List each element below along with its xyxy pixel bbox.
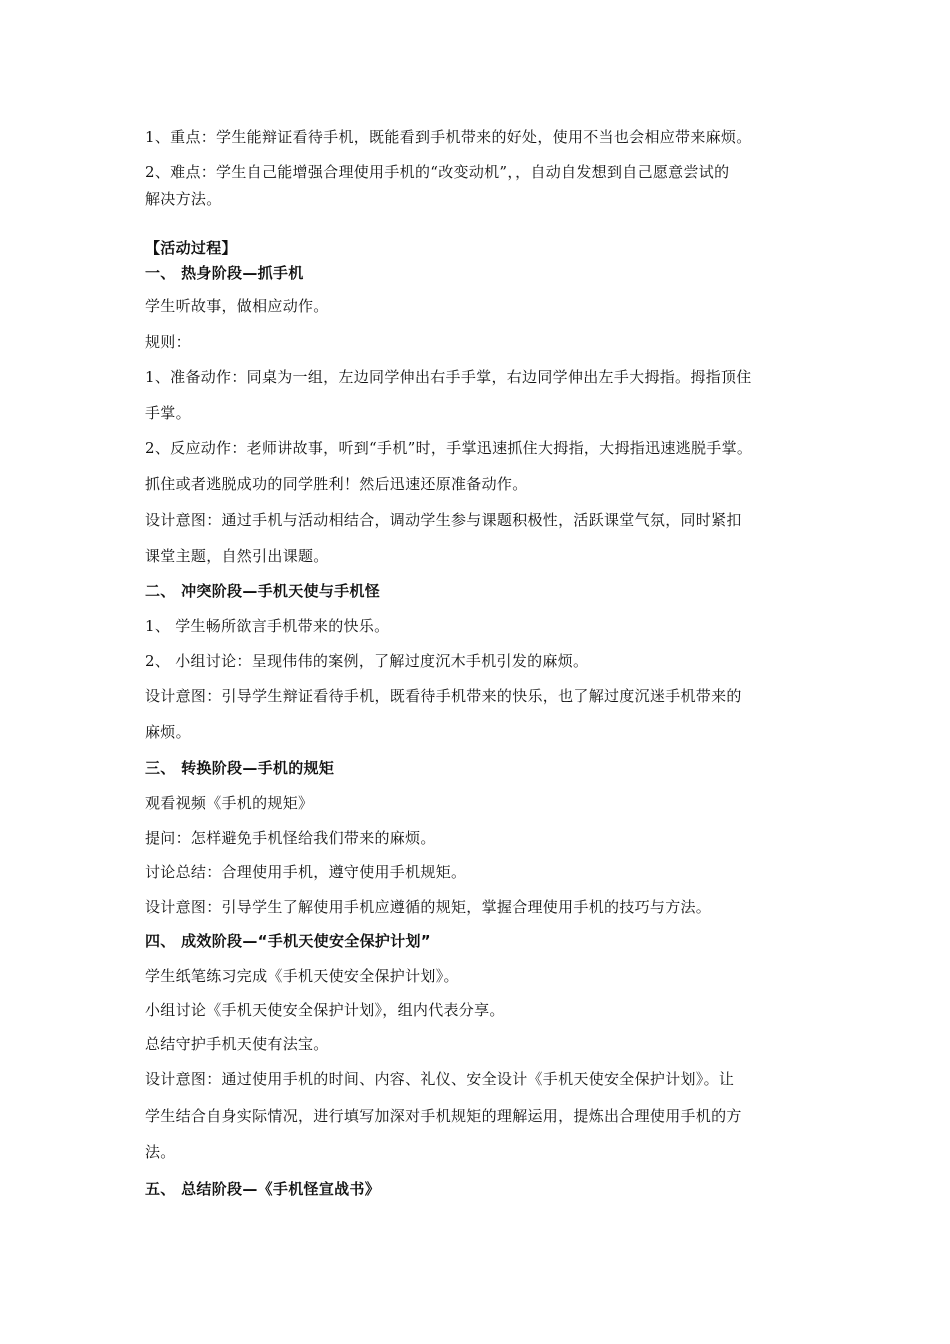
stage1-rule2-line1: 2、反应动作：老师讲故事，听到“手机”时，手掌迅速抓住大拇指，大拇指迅速逃脱手掌。: [145, 439, 753, 457]
stage3-heading: 三、 转换阶段—手机的规矩: [145, 759, 335, 777]
stage2-intent-line2: 麻烦。: [145, 723, 191, 741]
stage1-intro: 学生听故事，做相应动作。: [145, 297, 329, 315]
goal-key-point: 1、重点：学生能辩证看待手机，既能看到手机带来的好处，使用不当也会相应带来麻烦。: [145, 128, 752, 146]
stage4-exercise: 学生纸笔练习完成《手机天使安全保护计划》。: [145, 967, 459, 985]
stage2-heading: 二、 冲突阶段—手机天使与手机怪: [145, 582, 381, 600]
stage4-heading: 四、 成效阶段—“手机天使安全保护计划”: [145, 932, 431, 950]
stage2-intent-line1: 设计意图：引导学生辩证看待手机，既看待手机带来的快乐，也了解过度沉迷手机带来的: [145, 687, 742, 705]
stage1-rule1-line2: 手掌。: [145, 404, 191, 422]
stage1-intent-line1: 设计意图：通过手机与活动相结合，调动学生参与课题积极性，活跃课堂气氛，同时紧扣: [145, 511, 742, 529]
stage4-discussion: 小组讨论《手机天使安全保护计划》，组内代表分享。: [145, 1001, 505, 1019]
stage2-item1: 1、 学生畅所欲言手机带来的快乐。: [145, 617, 390, 635]
stage1-rule1-line1: 1、准备动作：同桌为一组，左边同学伸出右手手掌，右边同学伸出左手大拇指。拇指顶住: [145, 368, 752, 386]
goal-difficulty-line1: 2、难点：学生自己能增强合理使用手机的“改变动机”，，自动自发想到自己愿意尝试的: [145, 163, 730, 181]
stage4-intent-line3: 法。: [145, 1143, 176, 1161]
stage1-intent-line2: 课堂主题，自然引出课题。: [145, 547, 329, 565]
stage3-question: 提问：怎样避免手机怪给我们带来的麻烦。: [145, 829, 436, 847]
stage4-intent-line2: 学生结合自身实际情况，进行填写加深对手机规矩的理解运用，提炼出合理使用手机的方: [145, 1107, 742, 1125]
stage1-rules-label: 规则：: [145, 333, 191, 351]
stage4-summary: 总结守护手机天使有法宝。: [145, 1035, 329, 1053]
stage5-heading: 五、 总结阶段—《手机怪宣战书》: [145, 1180, 381, 1198]
goal-difficulty-line2: 解决方法。: [145, 190, 222, 208]
stage1-rule2-line2: 抓住或者逃脱成功的同学胜利！然后迅速还原准备动作。: [145, 475, 528, 493]
stage3-summary: 讨论总结：合理使用手机，遵守使用手机规矩。: [145, 863, 467, 881]
process-heading: 【活动过程】: [145, 239, 237, 257]
stage3-video: 观看视频《手机的规矩》: [145, 794, 314, 812]
stage1-heading: 一、 热身阶段—抓手机: [145, 264, 304, 282]
stage4-intent-line1: 设计意图：通过使用手机的时间、内容、礼仪、安全设计《手机天使安全保护计划》。让: [145, 1070, 735, 1088]
stage3-intent: 设计意图：引导学生了解使用手机应遵循的规矩，掌握合理使用手机的技巧与方法。: [145, 898, 712, 916]
stage2-item2: 2、 小组讨论：呈现伟伟的案例，了解过度沉木手机引发的麻烦。: [145, 652, 589, 670]
